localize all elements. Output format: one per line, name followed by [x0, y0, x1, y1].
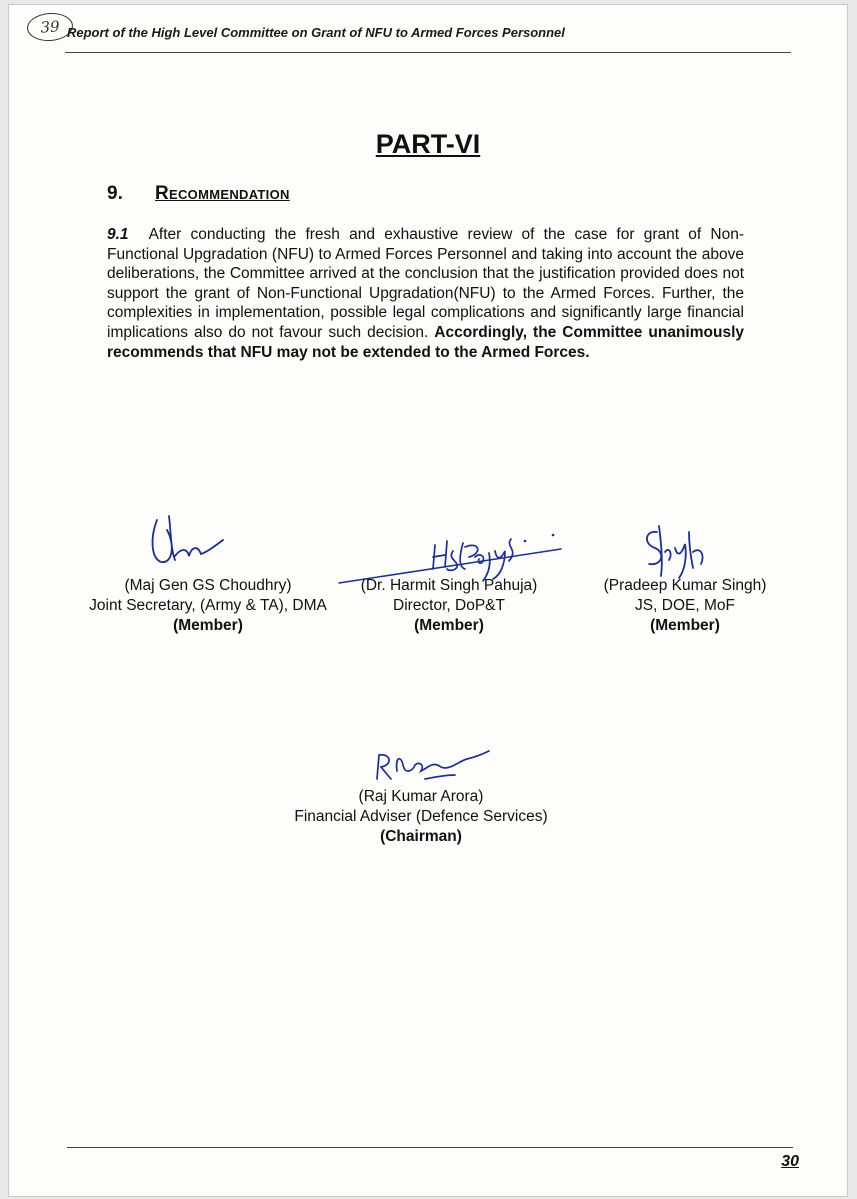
signatory-designation: Financial Adviser (Defence Services): [294, 808, 548, 825]
paragraph-bold-text: Accordingly, the Committee unanimously recommends that NFU may not be extended to the Armed Forces.: [107, 323, 745, 361]
signatory-name: (Raj Kumar Arora): [358, 788, 484, 805]
signatory-role: (Chairman): [380, 828, 462, 845]
signatory-role: (Member): [650, 617, 720, 634]
handwritten-page-number: 39: [26, 11, 74, 42]
signatory-designation: JS, DOE, MoF: [635, 597, 735, 614]
signatory-arora: [261, 787, 581, 847]
recommendation-paragraph: [107, 225, 744, 362]
signature-singh: [635, 520, 715, 582]
page-number: 30: [781, 1153, 799, 1170]
footer-rule: [67, 1147, 793, 1148]
paragraph-text: After conducting the fresh and exhaustive review of the case for grant of Non-Functional Upgradation (NFU) to Armed Forces Personnel and taking into account the above deliberations, the Committee arrived at the conclusion that the justification provided does not support the grant of Non-Functional Upgradation(NFU) to the Armed Forces. Further, the complexities in implementation, possible legal complications and significantly large financial implications also do not favour such decision.: [107, 226, 744, 341]
signatory-name: (Pradeep Kumar Singh): [603, 577, 767, 594]
signatory-designation: Director, DoP&T: [393, 597, 505, 614]
signatory-name: (Maj Gen GS Choudhry): [124, 577, 292, 594]
signatory-name: (Dr. Harmit Singh Pahuja): [360, 577, 538, 594]
section-title: Recommendation: [155, 183, 290, 204]
signatory-pahuja: [309, 576, 589, 636]
signatory-role: (Member): [173, 617, 243, 634]
signatory-singh: [565, 576, 805, 636]
header-rule: [65, 52, 791, 53]
part-title: PART-VI: [375, 129, 481, 159]
paragraph-number: 9.1: [107, 226, 129, 243]
signature-choudhry: [145, 510, 235, 572]
section-number: 9.: [107, 183, 123, 204]
report-header: Report of the High Level Committee on Grant of NFU to Armed Forces Personnel: [67, 25, 565, 40]
document-page: [8, 4, 848, 1197]
signature-arora: [369, 741, 499, 789]
signatory-role: (Member): [414, 617, 484, 634]
signatory-designation: Joint Secretary, (Army & TA), DMA: [89, 597, 327, 614]
